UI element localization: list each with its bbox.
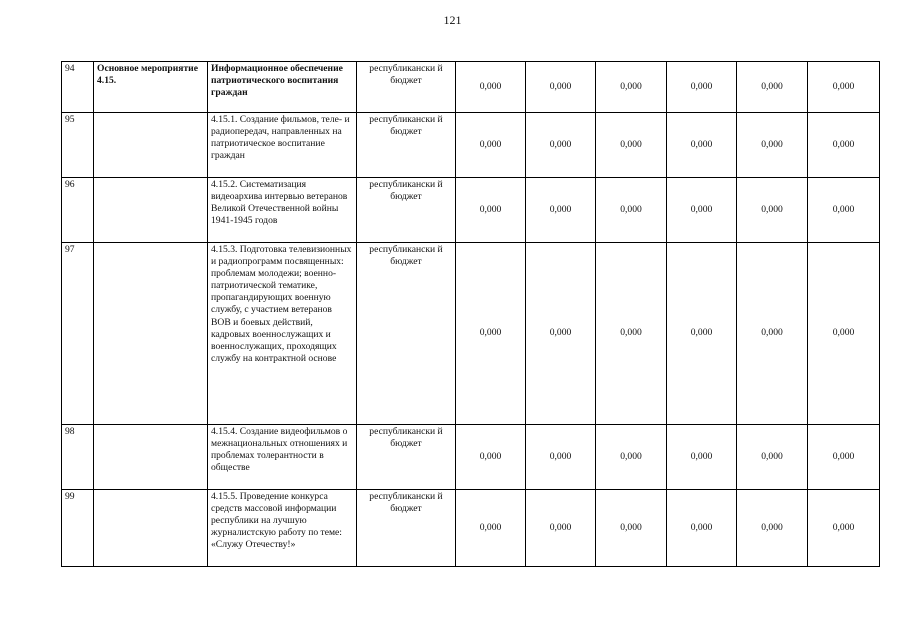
- row-number: 99: [62, 490, 94, 567]
- value-cell: 0,000: [596, 178, 667, 243]
- table-row: [62, 490, 880, 567]
- activity-name-cell: 4.15.4. Создание видеофильмов о межнациональных отношениях и проблемах толерантности в обществе: [208, 425, 357, 490]
- value-cell: 0,000: [808, 62, 880, 113]
- activity-name-cell: Информационное обеспечение патриотического воспитания граждан: [208, 62, 357, 113]
- value-cell: 0,000: [737, 425, 808, 490]
- value-cell: 0,000: [808, 178, 880, 243]
- funding-source-cell: республикански й бюджет: [357, 243, 456, 425]
- value-cell: 0,000: [456, 490, 526, 567]
- value-cell: 0,000: [596, 243, 667, 425]
- value-cell: 0,000: [456, 178, 526, 243]
- activity-name-cell: 4.15.5. Проведение конкурса средств массовой информации республики на лучшую журналистскую работу по теме: «Служу Отечеству!»: [208, 490, 357, 567]
- funding-source-cell: республикански й бюджет: [357, 490, 456, 567]
- measure-cell: [94, 425, 208, 490]
- value-cell: 0,000: [808, 243, 880, 425]
- funding-source-cell: республикански й бюджет: [357, 62, 456, 113]
- table-row: [62, 113, 880, 178]
- value-cell: 0,000: [808, 425, 880, 490]
- value-cell: 0,000: [596, 62, 667, 113]
- measure-cell: [94, 243, 208, 425]
- budget-table: [61, 61, 880, 567]
- row-number: 97: [62, 243, 94, 425]
- value-cell: 0,000: [808, 490, 880, 567]
- table-row: [62, 178, 880, 243]
- value-cell: 0,000: [456, 425, 526, 490]
- value-cell: 0,000: [737, 490, 808, 567]
- value-cell: 0,000: [596, 425, 667, 490]
- value-cell: 0,000: [667, 113, 737, 178]
- value-cell: 0,000: [667, 178, 737, 243]
- row-number: 95: [62, 113, 94, 178]
- value-cell: 0,000: [737, 113, 808, 178]
- table-row: [62, 425, 880, 490]
- value-cell: 0,000: [456, 243, 526, 425]
- measure-cell: [94, 178, 208, 243]
- value-cell: 0,000: [667, 62, 737, 113]
- row-number: 94: [62, 62, 94, 113]
- value-cell: 0,000: [456, 113, 526, 178]
- funding-source-cell: республикански й бюджет: [357, 113, 456, 178]
- measure-cell: [94, 113, 208, 178]
- value-cell: 0,000: [737, 178, 808, 243]
- value-cell: 0,000: [456, 62, 526, 113]
- row-number: 96: [62, 178, 94, 243]
- value-cell: 0,000: [596, 113, 667, 178]
- activity-name-cell: 4.15.2. Систематизация видеоархива интервью ветеранов Великой Отечественной войны 1941-1945 годов: [208, 178, 357, 243]
- measure-cell: [94, 490, 208, 567]
- value-cell: 0,000: [526, 62, 596, 113]
- table-row: [62, 243, 880, 425]
- activity-name-cell: 4.15.1. Создание фильмов, теле- и радиопередач, направленных на патриотическое воспитание граждан: [208, 113, 357, 178]
- funding-source-cell: республикански й бюджет: [357, 178, 456, 243]
- value-cell: 0,000: [667, 490, 737, 567]
- value-cell: 0,000: [526, 178, 596, 243]
- page-number: 121: [443, 13, 462, 27]
- value-cell: 0,000: [667, 425, 737, 490]
- value-cell: 0,000: [737, 243, 808, 425]
- value-cell: 0,000: [667, 243, 737, 425]
- value-cell: 0,000: [526, 113, 596, 178]
- value-cell: 0,000: [808, 113, 880, 178]
- row-number: 98: [62, 425, 94, 490]
- value-cell: 0,000: [526, 243, 596, 425]
- activity-name-cell: 4.15.3. Подготовка телевизионных и радиопрограмм посвященных: проблемам молодежи; военно-патриотической тематике, пропагандирующих военную службу, с участием ветеранов ВОВ и боевых действий, кадровых военнослужащих и военнослужащих, проходящих службу на контрактной основе: [208, 243, 357, 425]
- table-row: [62, 62, 880, 113]
- value-cell: 0,000: [526, 425, 596, 490]
- value-cell: 0,000: [596, 490, 667, 567]
- measure-cell: Основное мероприятие 4.15.: [94, 62, 208, 113]
- funding-source-cell: республикански й бюджет: [357, 425, 456, 490]
- value-cell: 0,000: [737, 62, 808, 113]
- value-cell: 0,000: [526, 490, 596, 567]
